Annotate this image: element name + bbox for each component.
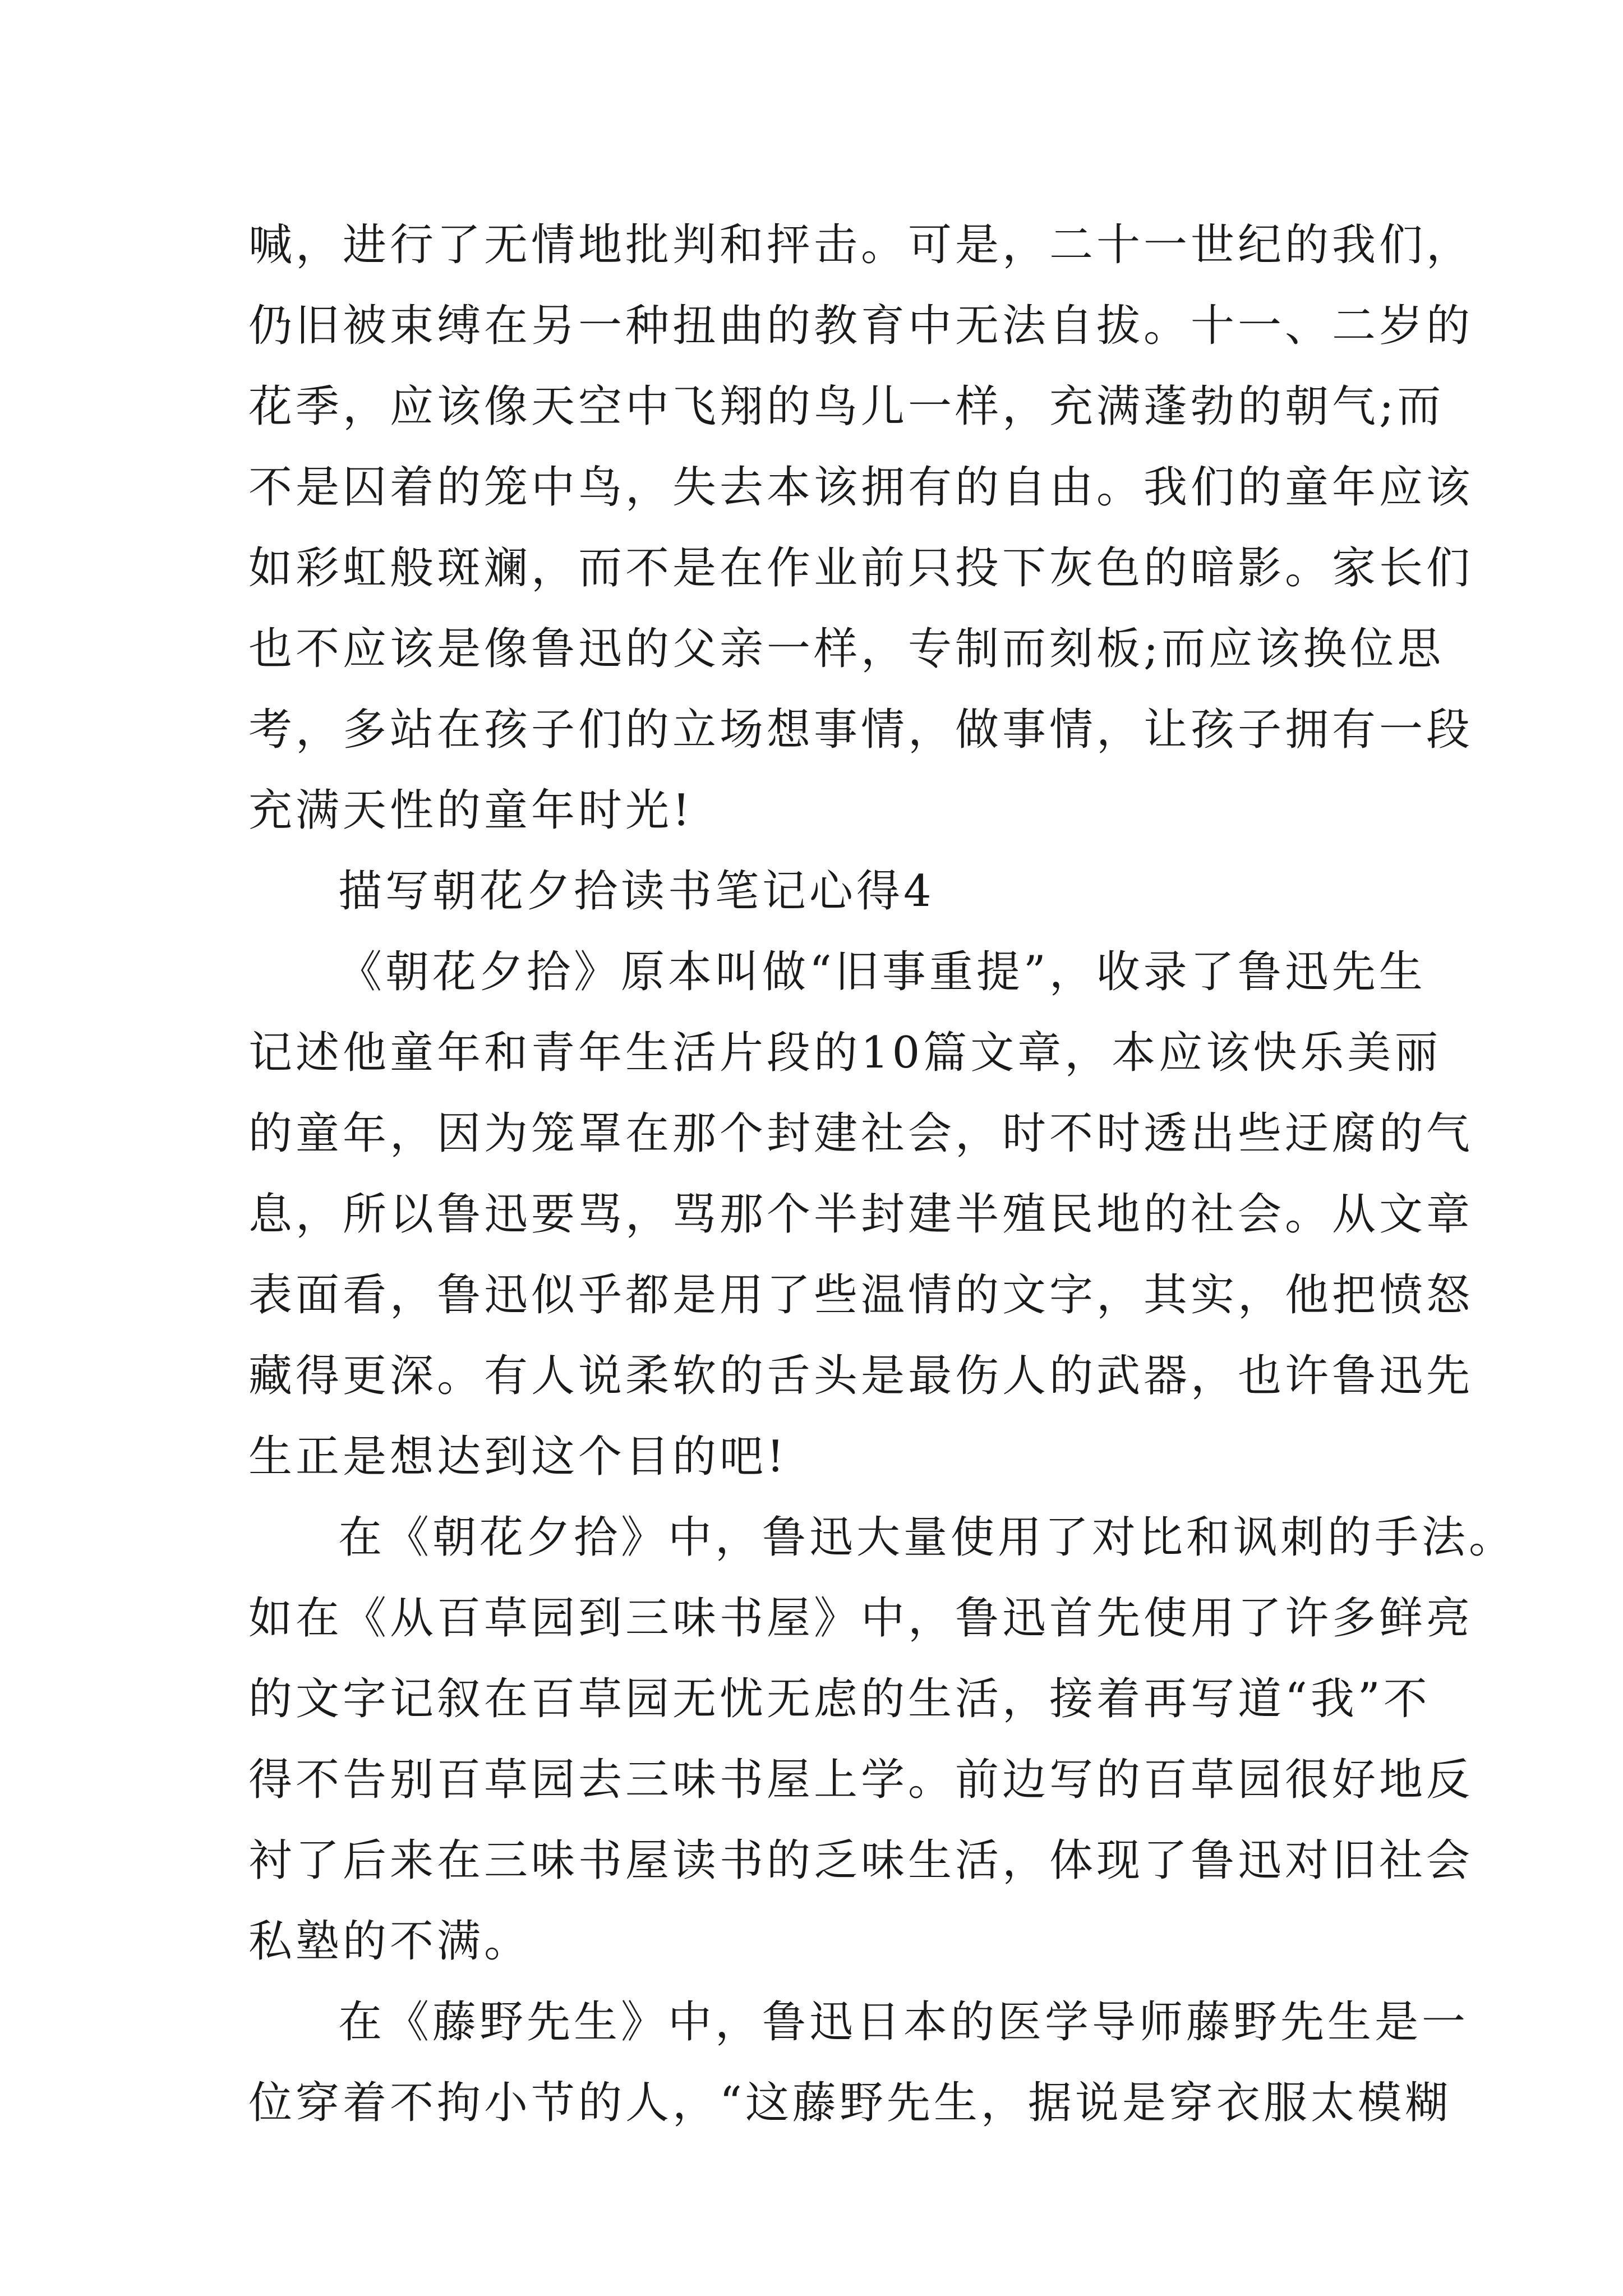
text-line: 位穿着不拘小节的人，“这藤野先生，据说是穿衣服太模糊 <box>248 2078 1452 2128</box>
text-line: 不是囚着的笼中鸟，失去本该拥有的自由。我们的童年应该 <box>248 462 1474 513</box>
text-line: 也不应该是像鲁迅的父亲一样，专制而刻板;而应该换位思 <box>248 624 1445 674</box>
text-line: 如彩虹般斑斓，而不是在作业前只投下灰色的暗影。家长们 <box>248 543 1474 593</box>
text-line: 息，所以鲁迅要骂，骂那个半封建半殖民地的社会。从文章 <box>248 1189 1474 1240</box>
text-line: 如在《从百草园到三味书屋》中，鲁迅首先使用了许多鲜亮 <box>248 1593 1474 1644</box>
document-page <box>248 205 1516 2143</box>
text-line: 表面看，鲁迅似乎都是用了些温情的文字，其实，他把愤怒 <box>248 1270 1474 1320</box>
text-line: 衬了后来在三味书屋读书的乏味生活，体现了鲁迅对旧社会 <box>248 1835 1474 1886</box>
text-line: 仍旧被束缚在另一种扭曲的教育中无法自拔。十一、二岁的 <box>248 301 1474 351</box>
text-line: 在《朝花夕拾》中，鲁迅大量使用了对比和讽刺的手法。 <box>338 1512 1516 1563</box>
text-line: 记述他童年和青年生活片段的10篇文章，本应该快乐美丽 <box>248 1028 1442 1078</box>
text-line: 生正是想达到这个目的吧! <box>248 1432 788 1482</box>
text-line: 私塾的不满。 <box>248 1916 532 1967</box>
section-heading: 描写朝花夕拾读书笔记心得4 <box>338 866 935 917</box>
text-line: 花季，应该像天空中飞翔的鸟儿一样，充满蓬勃的朝气;而 <box>248 381 1445 432</box>
text-line: 藏得更深。有人说柔软的舌头是最伤人的武器，也许鲁迅先 <box>248 1351 1474 1401</box>
text-line: 的童年，因为笼罩在那个封建社会，时不时透出些迂腐的气 <box>248 1108 1474 1159</box>
text-line: 充满天性的童年时光! <box>248 785 694 836</box>
text-line: 考，多站在孩子们的立场想事情，做事情，让孩子拥有一段 <box>248 705 1474 755</box>
text-line: 在《藤野先生》中，鲁迅日本的医学导师藤野先生是一 <box>338 1997 1469 2047</box>
text-line: 《朝花夕拾》原本叫做“旧事重提”，收录了鲁迅先生 <box>338 947 1426 997</box>
text-line: 得不告别百草园去三味书屋上学。前边写的百草园很好地反 <box>248 1755 1474 1805</box>
text-line: 的文字记叙在百草园无忧无虑的生活，接着再写道“我”不 <box>248 1674 1431 1724</box>
text-line: 喊，进行了无情地批判和抨击。可是，二十一世纪的我们， <box>248 220 1474 270</box>
